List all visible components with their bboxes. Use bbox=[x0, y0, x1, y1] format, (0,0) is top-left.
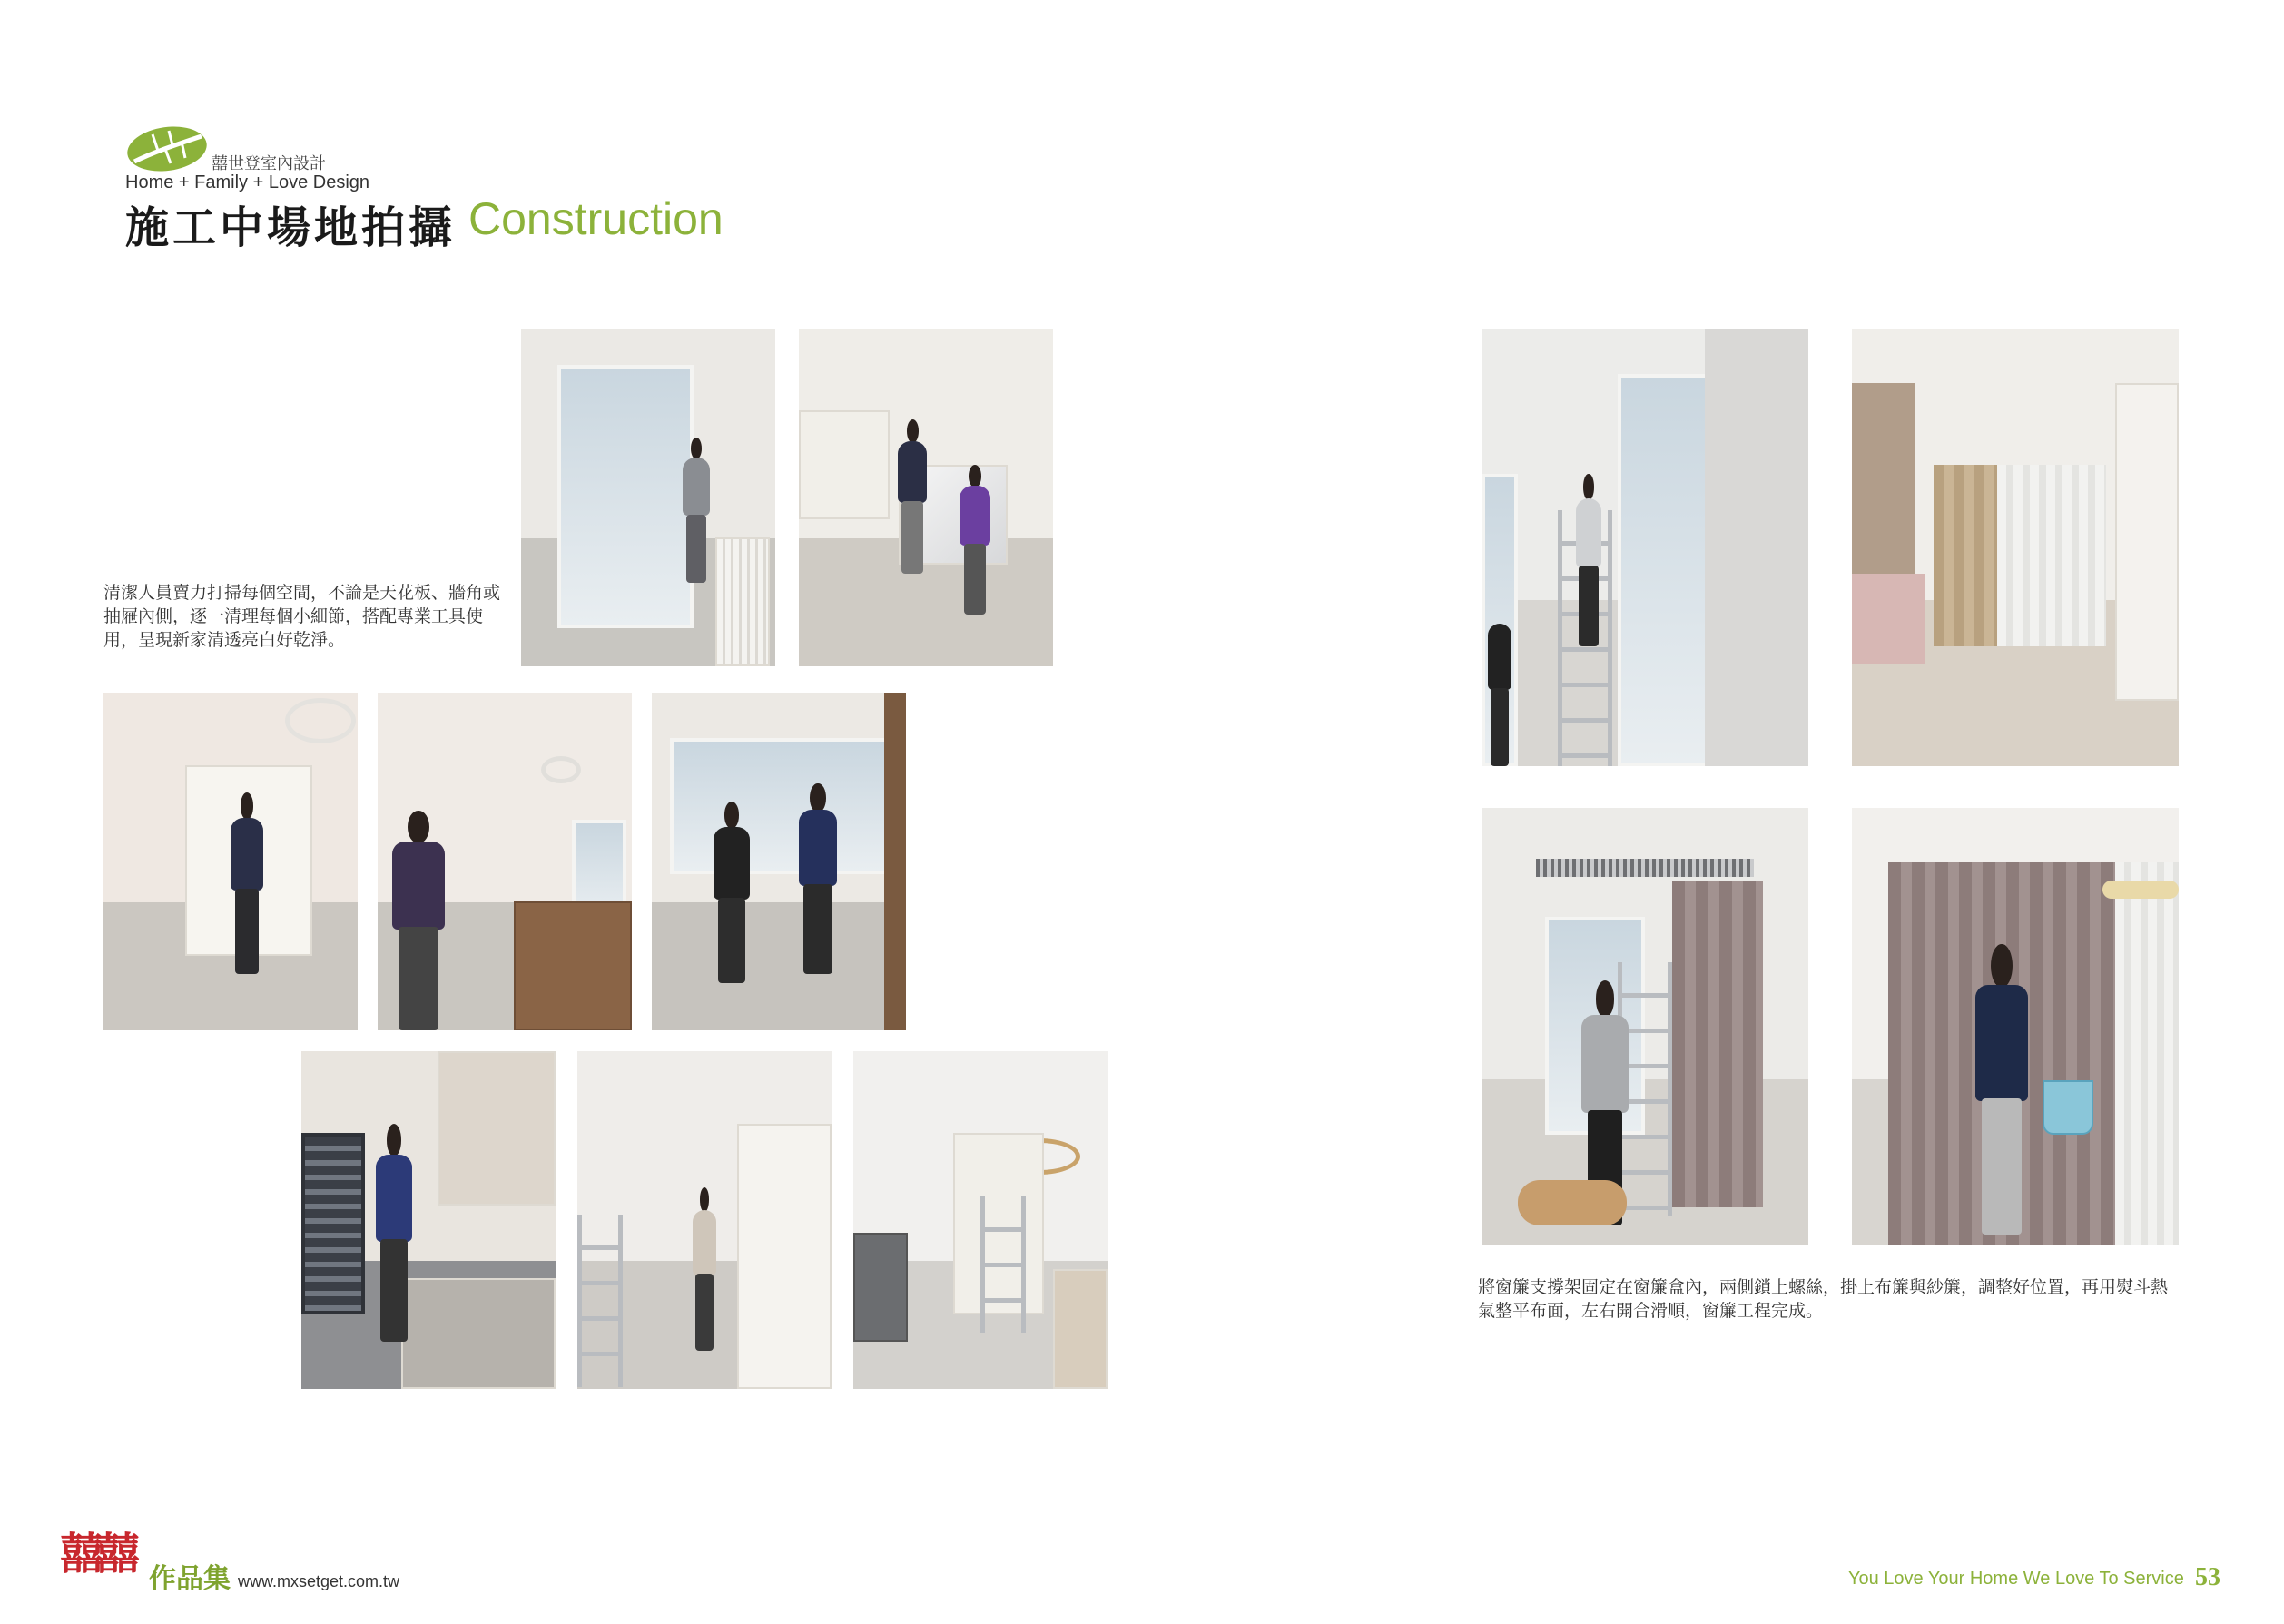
page-number: 53 bbox=[2195, 1563, 2220, 1591]
photo-wall-panel-cleaning bbox=[799, 329, 1053, 666]
brand-name-chinese: 囍世登室內設計 bbox=[212, 154, 326, 173]
photo-window-cleaning bbox=[521, 329, 775, 666]
page-title-english: Construction bbox=[468, 193, 724, 244]
photo-finished-bedroom-curtains bbox=[1852, 329, 2179, 766]
xi-logo-icon bbox=[60, 1514, 147, 1594]
photo-bar-counter-cleaning bbox=[378, 693, 632, 1030]
photo-curtain-steaming bbox=[1852, 808, 2179, 1245]
photo-kitchen-cabinet-cleaning bbox=[301, 1051, 556, 1389]
leaf-logo-icon bbox=[122, 122, 209, 178]
page-title-chinese: 施工中場地拍攝 bbox=[125, 202, 457, 253]
portfolio-label: 作品集 bbox=[149, 1563, 231, 1595]
footer-tagline: You Love Your Home We Love To Service bbox=[1848, 1569, 2184, 1589]
xi-logo-glyph: 囍囍 bbox=[60, 1529, 133, 1580]
website-link[interactable]: www.mxsetget.com.tw bbox=[238, 1572, 400, 1590]
photo-curtain-hanging-ladder bbox=[1482, 808, 1808, 1245]
photo-hallway-ladder-cleaning bbox=[577, 1051, 832, 1389]
curtain-install-description: 將窗簾支撐架固定在窗簾盒內，兩側鎖上螺絲，掛上布簾與紗簾，調整好位置，再用熨斗熱氣整平布面，左右開合滑順，窗簾工程完成。 bbox=[1478, 1277, 2169, 1321]
photo-curtain-track-install bbox=[1482, 329, 1808, 766]
photo-vacuum-cleaning bbox=[652, 693, 906, 1030]
brand-slogan: Home + Family + Love Design bbox=[125, 172, 370, 192]
cleaning-description: 清潔人員賣力打掃每個空間，不論是天花板、牆角或抽屜內側，逐一清理每個小細節，搭配專業工具使用，呈現新家清透亮白好乾淨。 bbox=[103, 583, 501, 650]
photo-closet-cleaning bbox=[103, 693, 358, 1030]
photo-living-room-chandelier bbox=[853, 1051, 1108, 1389]
